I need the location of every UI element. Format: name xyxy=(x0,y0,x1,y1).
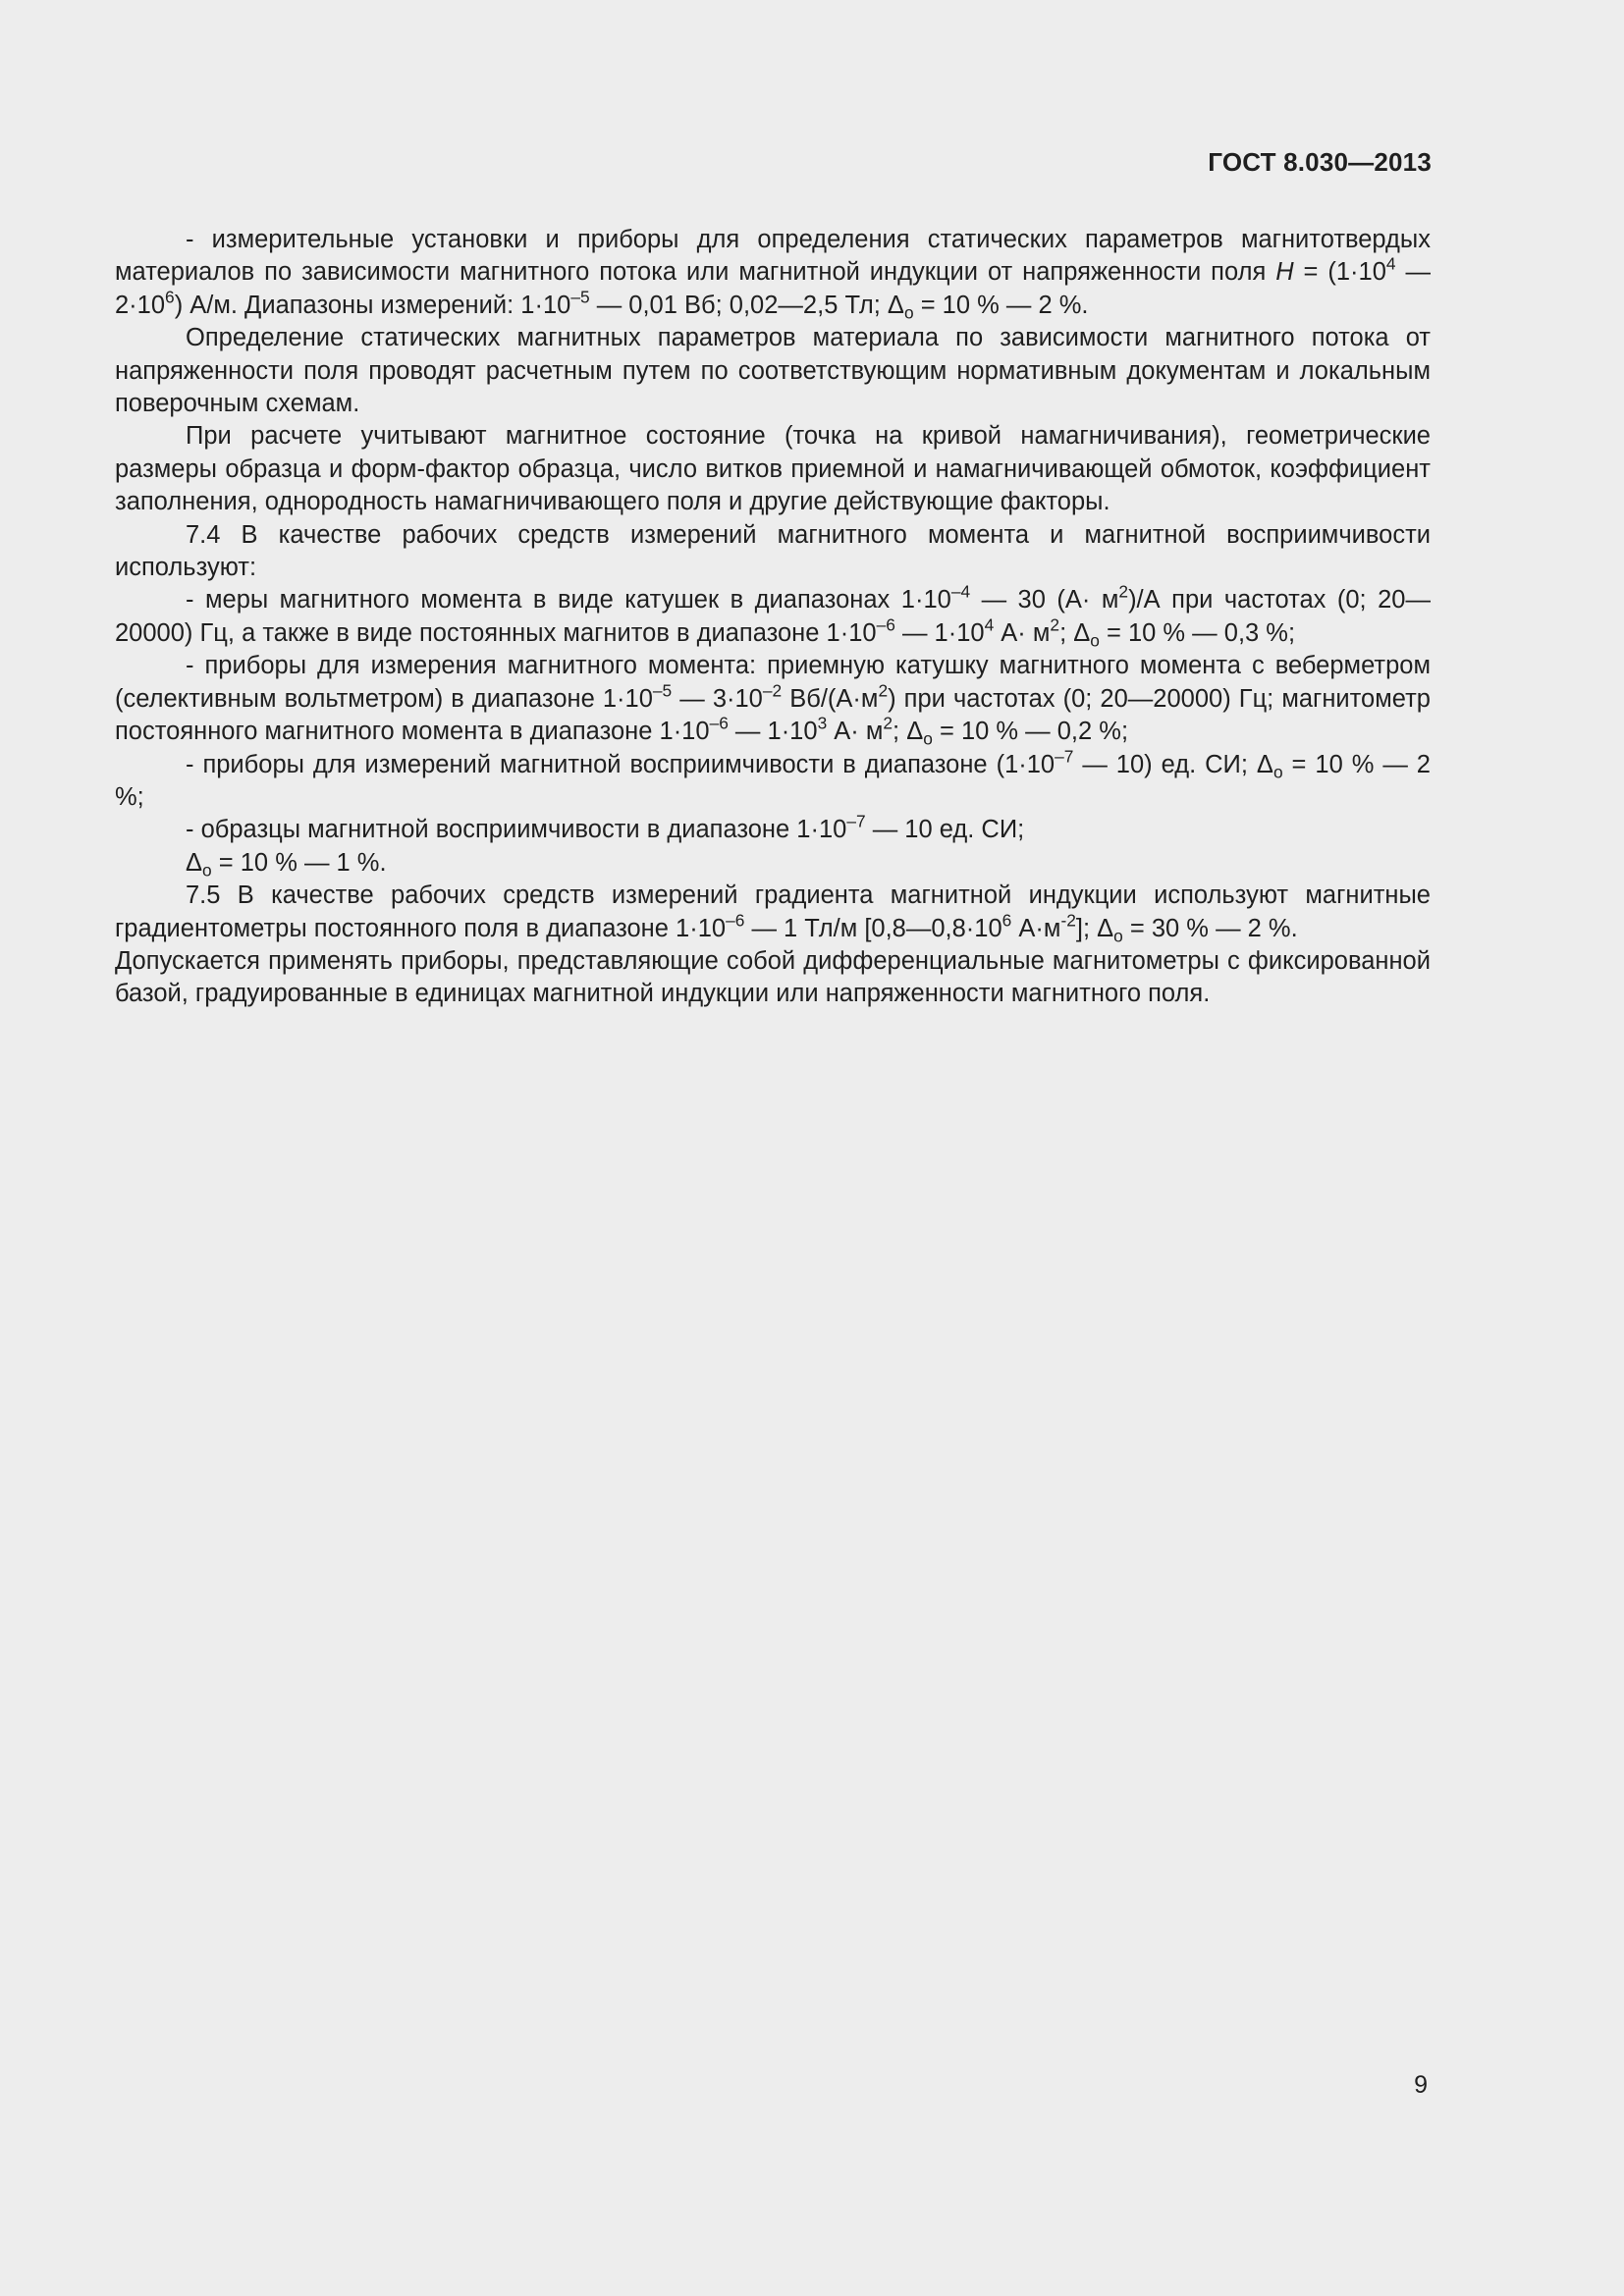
paragraph-3: При расчете учитывают магнитное состояние (точка на кривой намагничивания), геометрические размеры образца и форм-фактор образца, число витков приемной и намагничивающей обмоток, коэффициент заполнения, однородность намагничивающего поля и другие действующие факторы. xyxy=(115,422,1431,516)
formula-7: $1\cdot 10^{-6}$ — 1 Тл/м [$0,8—0,8\cdot 10^6$ $А\cdot м^{-2}$]; $\Delta_о = 30$ % — 2 %. xyxy=(676,909,1298,946)
body-text xyxy=(115,224,1431,1011)
section-7-4: 7.4 В качестве рабочих средств измерений магнитного момента и магнитной восприимчивости используют: xyxy=(115,520,1431,582)
formula-4: ($1\cdot 10^{-7}$ — 10) ед. СИ; $\Delta_о = 10$ % — 2 %; xyxy=(115,745,1431,811)
section-7-5: 7.5 В качестве рабочих средств измерений градиента магнитной индукции используют магнитные градиентометры постоянного поля в диапазоне $1\cdot 10^{-6}$ — 1 Тл/м [$0,8—0,8\cdot 10^6$ $А\cdot м^{-2}$]; $\Delta_о = 30$ % — 2 %. xyxy=(115,881,1431,946)
tolerance-line xyxy=(115,847,1431,880)
standard-header: ГОСТ 8.030—2013 xyxy=(1208,147,1432,177)
paragraph-allowed-instruments: Допускается применять приборы, представляющие собой дифференциальные магнитометры с фиксированной базой, градуированные в единицах магнитной индукции или напряженности магнитного поля. xyxy=(115,946,1431,1008)
formula-5: $1\cdot 10^{-7}$ — 10 ед. СИ; xyxy=(796,811,1025,844)
list-item-susceptibility-samples: - образцы магнитной восприимчивости в диапазоне $1\cdot 10^{-7}$ — 10 ед. СИ; xyxy=(186,811,1025,844)
page-number: 9 xyxy=(1414,2071,1428,2099)
formula-3: $1\cdot 10^{-5}$ — $3\cdot 10^{-2}$ $Вб/(А\cdot м^2)$ при частотах (0; 20—20000) Гц; магнитометр постоянного магнитного момента в диапазоне $1\cdot 10^{-6}$ — $1\cdot 10^3$ $А\cdot м^2$; $\Delta_о = 10$ % — 0,2 %; xyxy=(115,679,1431,749)
paragraph-1: - измерительные установки и приборы для определения статических параметров магнитотвердых материалов по зависимости магнитного потока или магнитной индукции от напряженности поля $H = (1\cdot 10^4$ — $2\cdot 10^6$) А/м. Диапазоны измерений: $1\cdot 10^{-5}$ — 0,01 Вб; 0,02—2,5 Тл; $\Delta_о = 10$ % — 2 %. xyxy=(115,226,1431,323)
formula-2: $1\cdot 10^{-4}$ — 30 $(А\cdot м^2)/А$ при частотах (0; 20—20000) Гц, а также в виде постоянных магнитов в диапазоне $1\cdot 10^{-6}$ — $1\cdot 10^4$ $А\cdot м^2$; $\Delta_о = 10$ % — 0,3 %; xyxy=(115,581,1431,651)
formula-6: $\Delta_о = 10$ % — 1 %. xyxy=(186,848,387,881)
paragraph-2: Определение статических магнитных параметров материала по зависимости магнитного потока от напряженности поля проводят расчетным путем по соответствующим нормативным документам и локальным поверочным схемам. xyxy=(115,324,1431,418)
list-item-moment-measures: - меры магнитного момента в виде катушек в диапазонах $1\cdot 10^{-4}$ — 30 $(А\cdot м^2)/А$ при частотах (0; 20—20000) Гц, а также в виде постоянных магнитов в диапазоне $1\cdot 10^{-6}$ — $1\cdot 10^4$ $А\cdot м^2$; $\Delta_о = 10$ % — 0,3 %; xyxy=(115,581,1431,651)
formula-1: $H = (1\cdot 10^4$ — $2\cdot 10^6$) А/м. Диапазоны измерений: $1\cdot 10^{-5}$ — 0,01 Вб; 0,02—2,5 Тл; $\Delta_о = 10$ % — 2 %. xyxy=(115,253,1431,323)
list-item-susceptibility-instruments: - приборы для измерений магнитной восприимчивости в диапазоне ($1\cdot 10^{-7}$ — 10) ед. СИ; $\Delta_о = 10$ % — 2 %; xyxy=(115,745,1431,811)
list-item-moment-instruments: - приборы для измерения магнитного момента: приемную катушку магнитного момента с веберметром (селективным вольтметром) в диапазоне $1\cdot 10^{-5}$ — $3\cdot 10^{-2}$ $Вб/(А\cdot м^2)$ при частотах (0; 20—20000) Гц; магнитометр постоянного магнитного момента в диапазоне $1\cdot 10^{-6}$ — $1\cdot 10^3$ $А\cdot м^2$; $\Delta_о = 10$ % — 0,2 %; xyxy=(115,652,1431,749)
